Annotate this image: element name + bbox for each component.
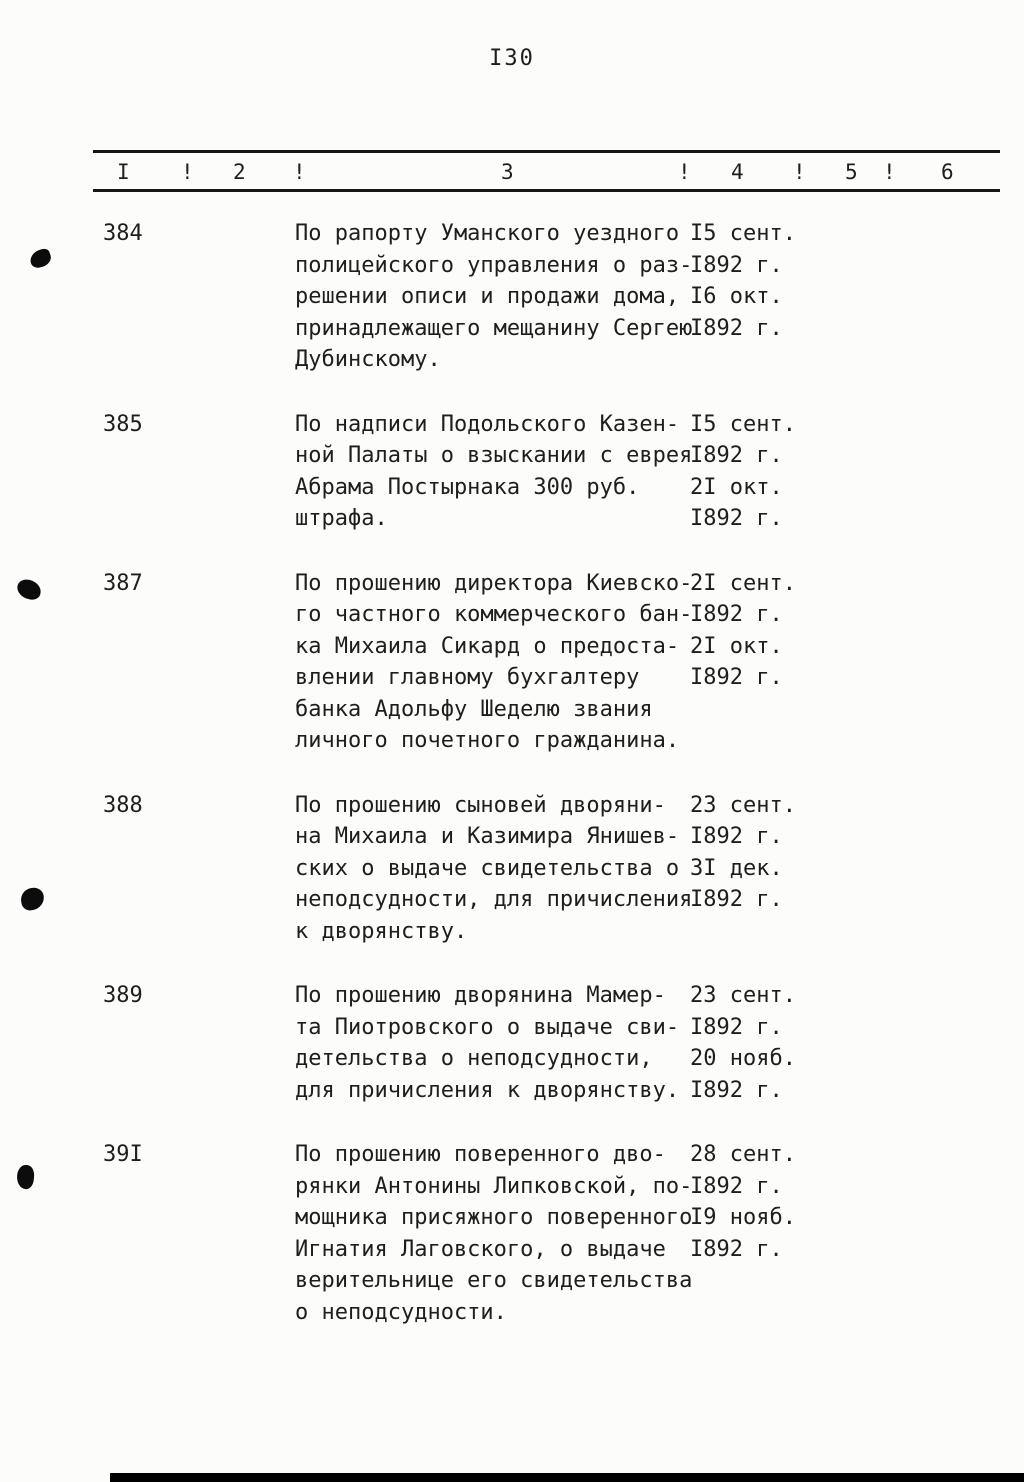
entry-description xyxy=(295,568,693,757)
date-line: I892 г. xyxy=(690,887,783,912)
date-line: I892 г. xyxy=(690,602,783,627)
text-line: полицейского управления о раз- xyxy=(295,252,693,278)
date-line: I9 нояб. xyxy=(690,1205,796,1230)
date-line: I5 сент. xyxy=(690,221,796,246)
entry-dates xyxy=(690,980,1024,1106)
text-line: штрафа. xyxy=(295,506,388,531)
entry-dates xyxy=(690,218,1024,344)
text-line: ских о выдаче свидетельства о xyxy=(295,855,680,881)
entry-dates xyxy=(690,409,1024,535)
date-line: I892 г. xyxy=(690,1173,783,1199)
entry-number: 387 xyxy=(103,570,143,596)
text-line: детельства о неподсудности, xyxy=(295,1046,653,1071)
date-line: 2I окт. xyxy=(690,633,783,659)
text-line: неподсудности, для причисления xyxy=(295,887,693,912)
text-line: Игнатия Лаговского, о выдаче xyxy=(295,1236,666,1262)
date-line: I892 г. xyxy=(690,1014,783,1040)
entry-description xyxy=(295,980,690,1106)
date-line: 20 нояб. xyxy=(690,1046,796,1071)
text-line: По прошению сыновей дворяни- xyxy=(295,792,666,818)
text-line: По прошению поверенного дво- xyxy=(295,1142,666,1167)
entry-description xyxy=(295,218,693,376)
text-line: По рапорту Уманского уездного xyxy=(295,221,680,246)
text-line: Дубинскому. xyxy=(295,347,441,372)
entry-description xyxy=(295,790,693,948)
text-line: Абрама Постырнака 300 руб. xyxy=(295,474,640,500)
entry-number: 389 xyxy=(103,983,143,1008)
entry-row-391 xyxy=(0,1139,1024,1328)
entry-number: 39I xyxy=(103,1142,143,1167)
header-cell-1: I xyxy=(117,160,130,184)
text-line: По надписи Подольского Казен- xyxy=(295,411,680,437)
date-line: I892 г. xyxy=(690,665,783,690)
date-line: I892 г. xyxy=(690,315,783,341)
text-line: решении описи и продажи дома, xyxy=(295,284,680,309)
entry-row-385 xyxy=(0,409,1024,535)
scan-edge-bar xyxy=(110,1473,1024,1482)
header-separator: ! xyxy=(678,160,691,184)
entry-row-384 xyxy=(0,218,1024,376)
table-header xyxy=(93,150,1000,192)
text-line: личного почетного гражданина. xyxy=(295,728,680,753)
date-line: I892 г. xyxy=(690,1077,783,1103)
text-line: принадлежащего мещанину Сергею xyxy=(295,315,693,341)
text-line: По прошению дворянина Мамер- xyxy=(295,983,666,1008)
entry-description xyxy=(295,409,693,535)
date-line: 2I сент. xyxy=(690,570,796,596)
date-line: I892 г. xyxy=(690,443,783,468)
text-line: мощника присяжного поверенного xyxy=(295,1205,693,1230)
date-line: I892 г. xyxy=(690,252,783,278)
text-line: влении главному бухгалтеру xyxy=(295,665,640,690)
date-line: 3I дек. xyxy=(690,855,783,881)
entry-dates xyxy=(690,1139,1024,1265)
header-cell-3: 3 xyxy=(501,160,514,184)
entry-dates xyxy=(690,568,1024,694)
text-line: на Михаила и Казимира Янишев- xyxy=(295,824,680,849)
date-line: I5 сент. xyxy=(690,411,796,437)
entry-description xyxy=(295,1139,693,1328)
text-line: та Пиотровского о выдаче сви- xyxy=(295,1014,680,1040)
entry-row-387 xyxy=(0,568,1024,757)
text-line: го частного коммерческого бан- xyxy=(295,602,693,627)
entry-number: 384 xyxy=(103,221,143,246)
date-line: 2I окт. xyxy=(690,474,783,500)
text-line: о неподсудности. xyxy=(295,1299,507,1325)
header-cell-6: 6 xyxy=(941,160,954,184)
header-separator: ! xyxy=(793,160,806,184)
date-line: 28 сент. xyxy=(690,1142,796,1167)
text-line: ной Палаты о взыскании с еврея xyxy=(295,443,693,468)
entry-number: 388 xyxy=(103,792,143,818)
entry-number: 385 xyxy=(103,411,143,437)
text-line: для причисления к дворянству. xyxy=(295,1077,680,1103)
header-cell-2: 2 xyxy=(233,160,246,184)
text-line: верительнице его свидетельства xyxy=(295,1268,693,1293)
header-separator: ! xyxy=(181,160,194,184)
date-line: 23 сент. xyxy=(690,792,796,818)
text-line: банка Адольфу Шеделю звания xyxy=(295,696,653,722)
header-separator: ! xyxy=(883,160,896,184)
entry-row-389 xyxy=(0,980,1024,1106)
text-line: рянки Антонины Липковской, по- xyxy=(295,1173,693,1199)
entry-dates xyxy=(690,790,1024,916)
date-line: I892 г. xyxy=(690,824,783,849)
text-line: к дворянству. xyxy=(295,918,468,944)
header-cell-5: 5 xyxy=(845,160,858,184)
text-line: По прошению директора Киевско- xyxy=(295,570,693,596)
text-line: ка Михаила Сикард о предоста- xyxy=(295,633,680,659)
header-separator: ! xyxy=(293,160,306,184)
date-line: 23 сент. xyxy=(690,983,796,1008)
date-line: I892 г. xyxy=(690,506,783,531)
date-line: I892 г. xyxy=(690,1236,783,1262)
date-line: I6 окт. xyxy=(690,284,783,309)
page-number: I30 xyxy=(489,46,535,71)
entry-row-388 xyxy=(0,790,1024,948)
header-cell-4: 4 xyxy=(731,160,744,184)
entries-list xyxy=(0,218,1024,1361)
